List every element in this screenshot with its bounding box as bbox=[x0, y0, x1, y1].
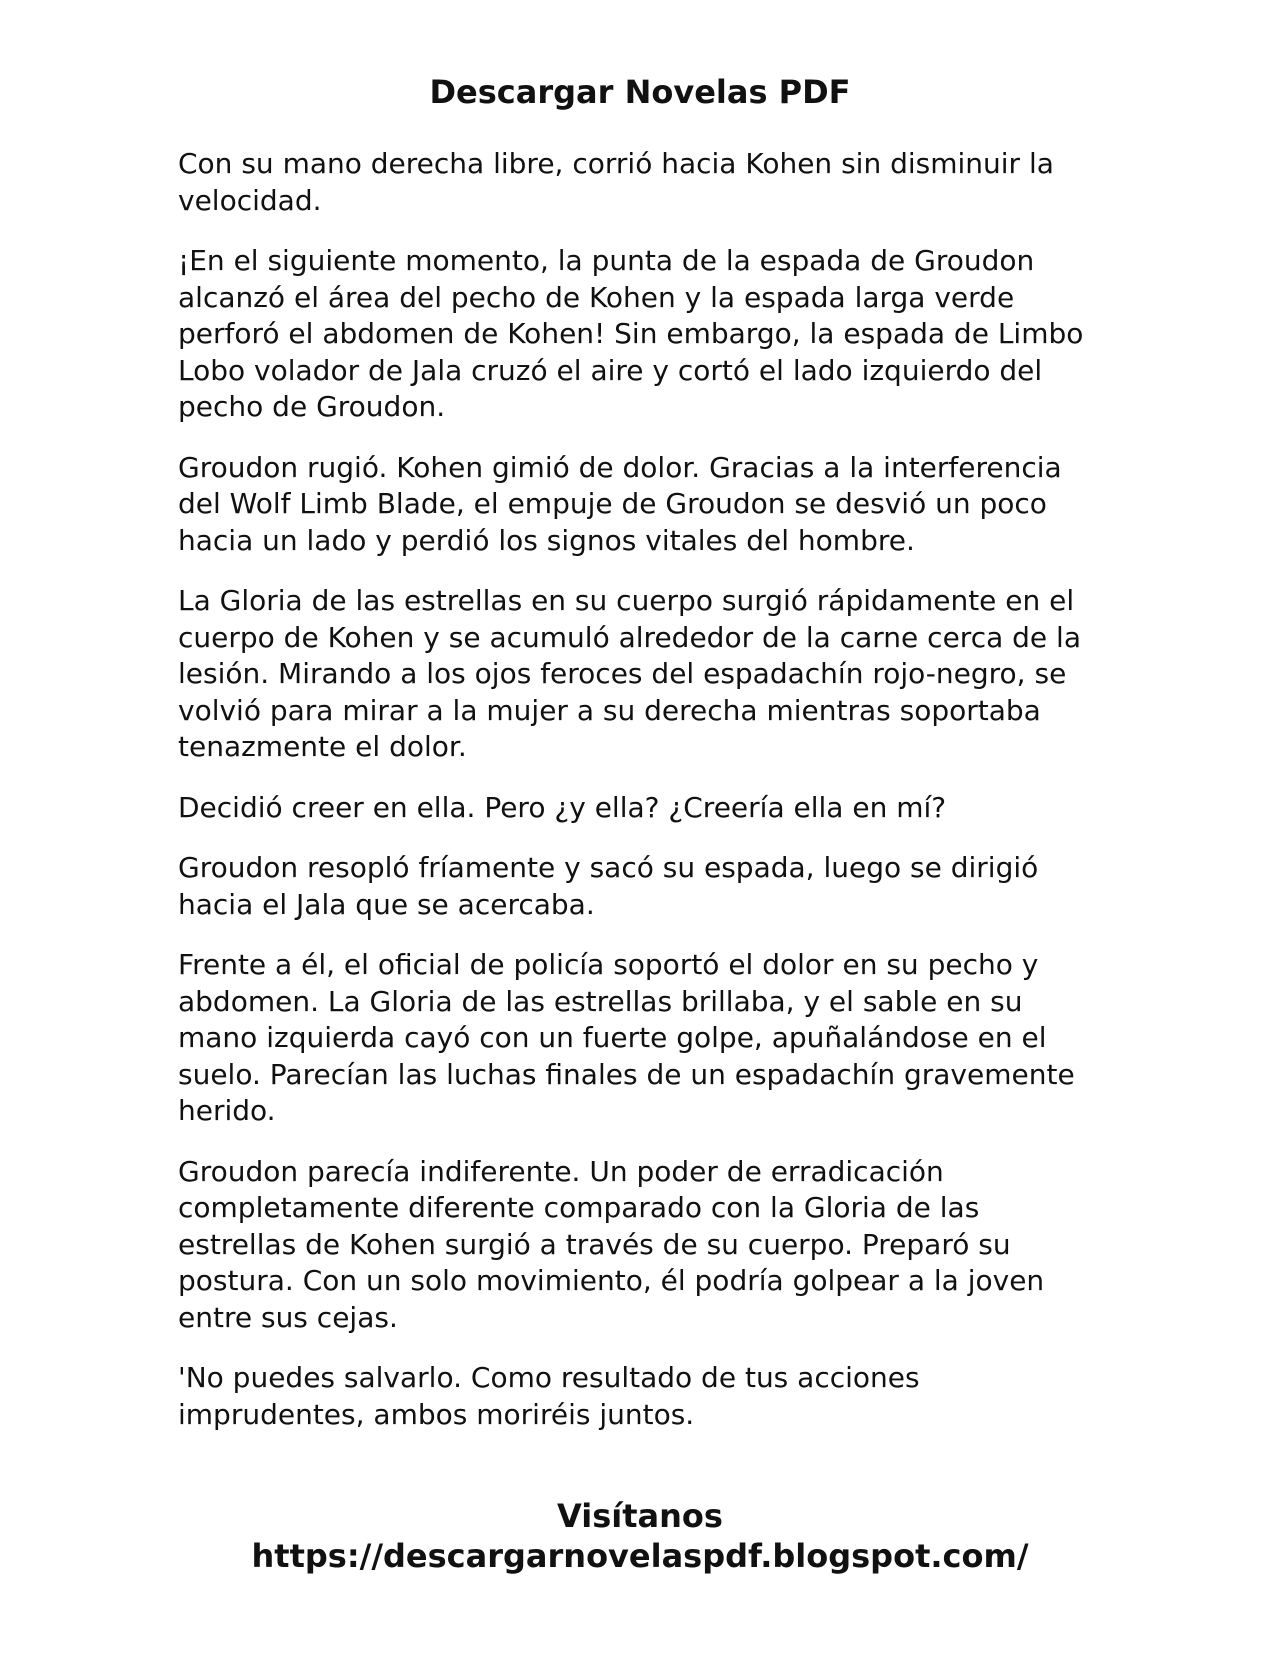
paragraph: ¡En el siguiente momento, la punta de la espada de Groudon alcanzó el área del pecho de Kohen y la espada larga verde perforó el abdomen de Kohen! Sin embargo, la espada de Limbo Lobo volador de Jala cruzó el aire y cortó el lado izquierdo del pecho de Groudon. bbox=[178, 244, 1084, 423]
paragraph: Groudon rugió. Kohen gimió de dolor. Gracias a la interferencia del Wolf Limb Blade, el empuje de Groudon se desvió un poco hacia un lado y perdió los signos vitales del hombre. bbox=[178, 450, 1062, 557]
paragraph: Decidió creer en ella. Pero ¿y ella? ¿Creería ella en mí? bbox=[178, 790, 947, 824]
body-text bbox=[178, 146, 1103, 1457]
footer bbox=[0, 1496, 1280, 1576]
paragraph: Frente a él, el oficial de policía soportó el dolor en su pecho y abdomen. La Gloria de las estrellas brillaba, y el sable en su mano izquierda cayó con un fuerte golpe, apuñalándose en el suelo. Parecían las luchas finales de un espadachín gravemente herido. bbox=[178, 948, 1075, 1127]
page-title: Descargar Novelas PDF bbox=[429, 73, 851, 111]
footer-visit-label: Visítanos bbox=[557, 1497, 723, 1535]
paragraph: Groudon resopló fríamente y sacó su espada, luego se dirigió hacia el Jala que se acercaba. bbox=[178, 851, 1039, 921]
paragraph: Groudon parecía indiferente. Un poder de erradicación completamente diferente comparado con la Gloria de las estrellas de Kohen surgió a través de su cuerpo. Preparó su postura. Con un solo movimiento, él podría golpear a la joven entre sus cejas. bbox=[178, 1154, 1045, 1334]
paragraph: La Gloria de las estrellas en su cuerpo surgió rápidamente en el cuerpo de Kohen y se acumuló alrededor de la carne cerca de la lesión. Mirando a los ojos feroces del espadachín rojo-negro, se volvió para mirar a la mujer a su derecha mientras soportaba tenazmente el dolor. bbox=[178, 584, 1081, 763]
paragraph: 'No puedes salvarlo. Como resultado de tus acciones imprudentes, ambos moriréis juntos. bbox=[178, 1361, 920, 1431]
footer-url: https://descargarnovelaspdf.blogspot.com/ bbox=[251, 1537, 1029, 1575]
paragraph: Con su mano derecha libre, corrió hacia Kohen sin disminuir la velocidad. bbox=[178, 147, 1054, 217]
